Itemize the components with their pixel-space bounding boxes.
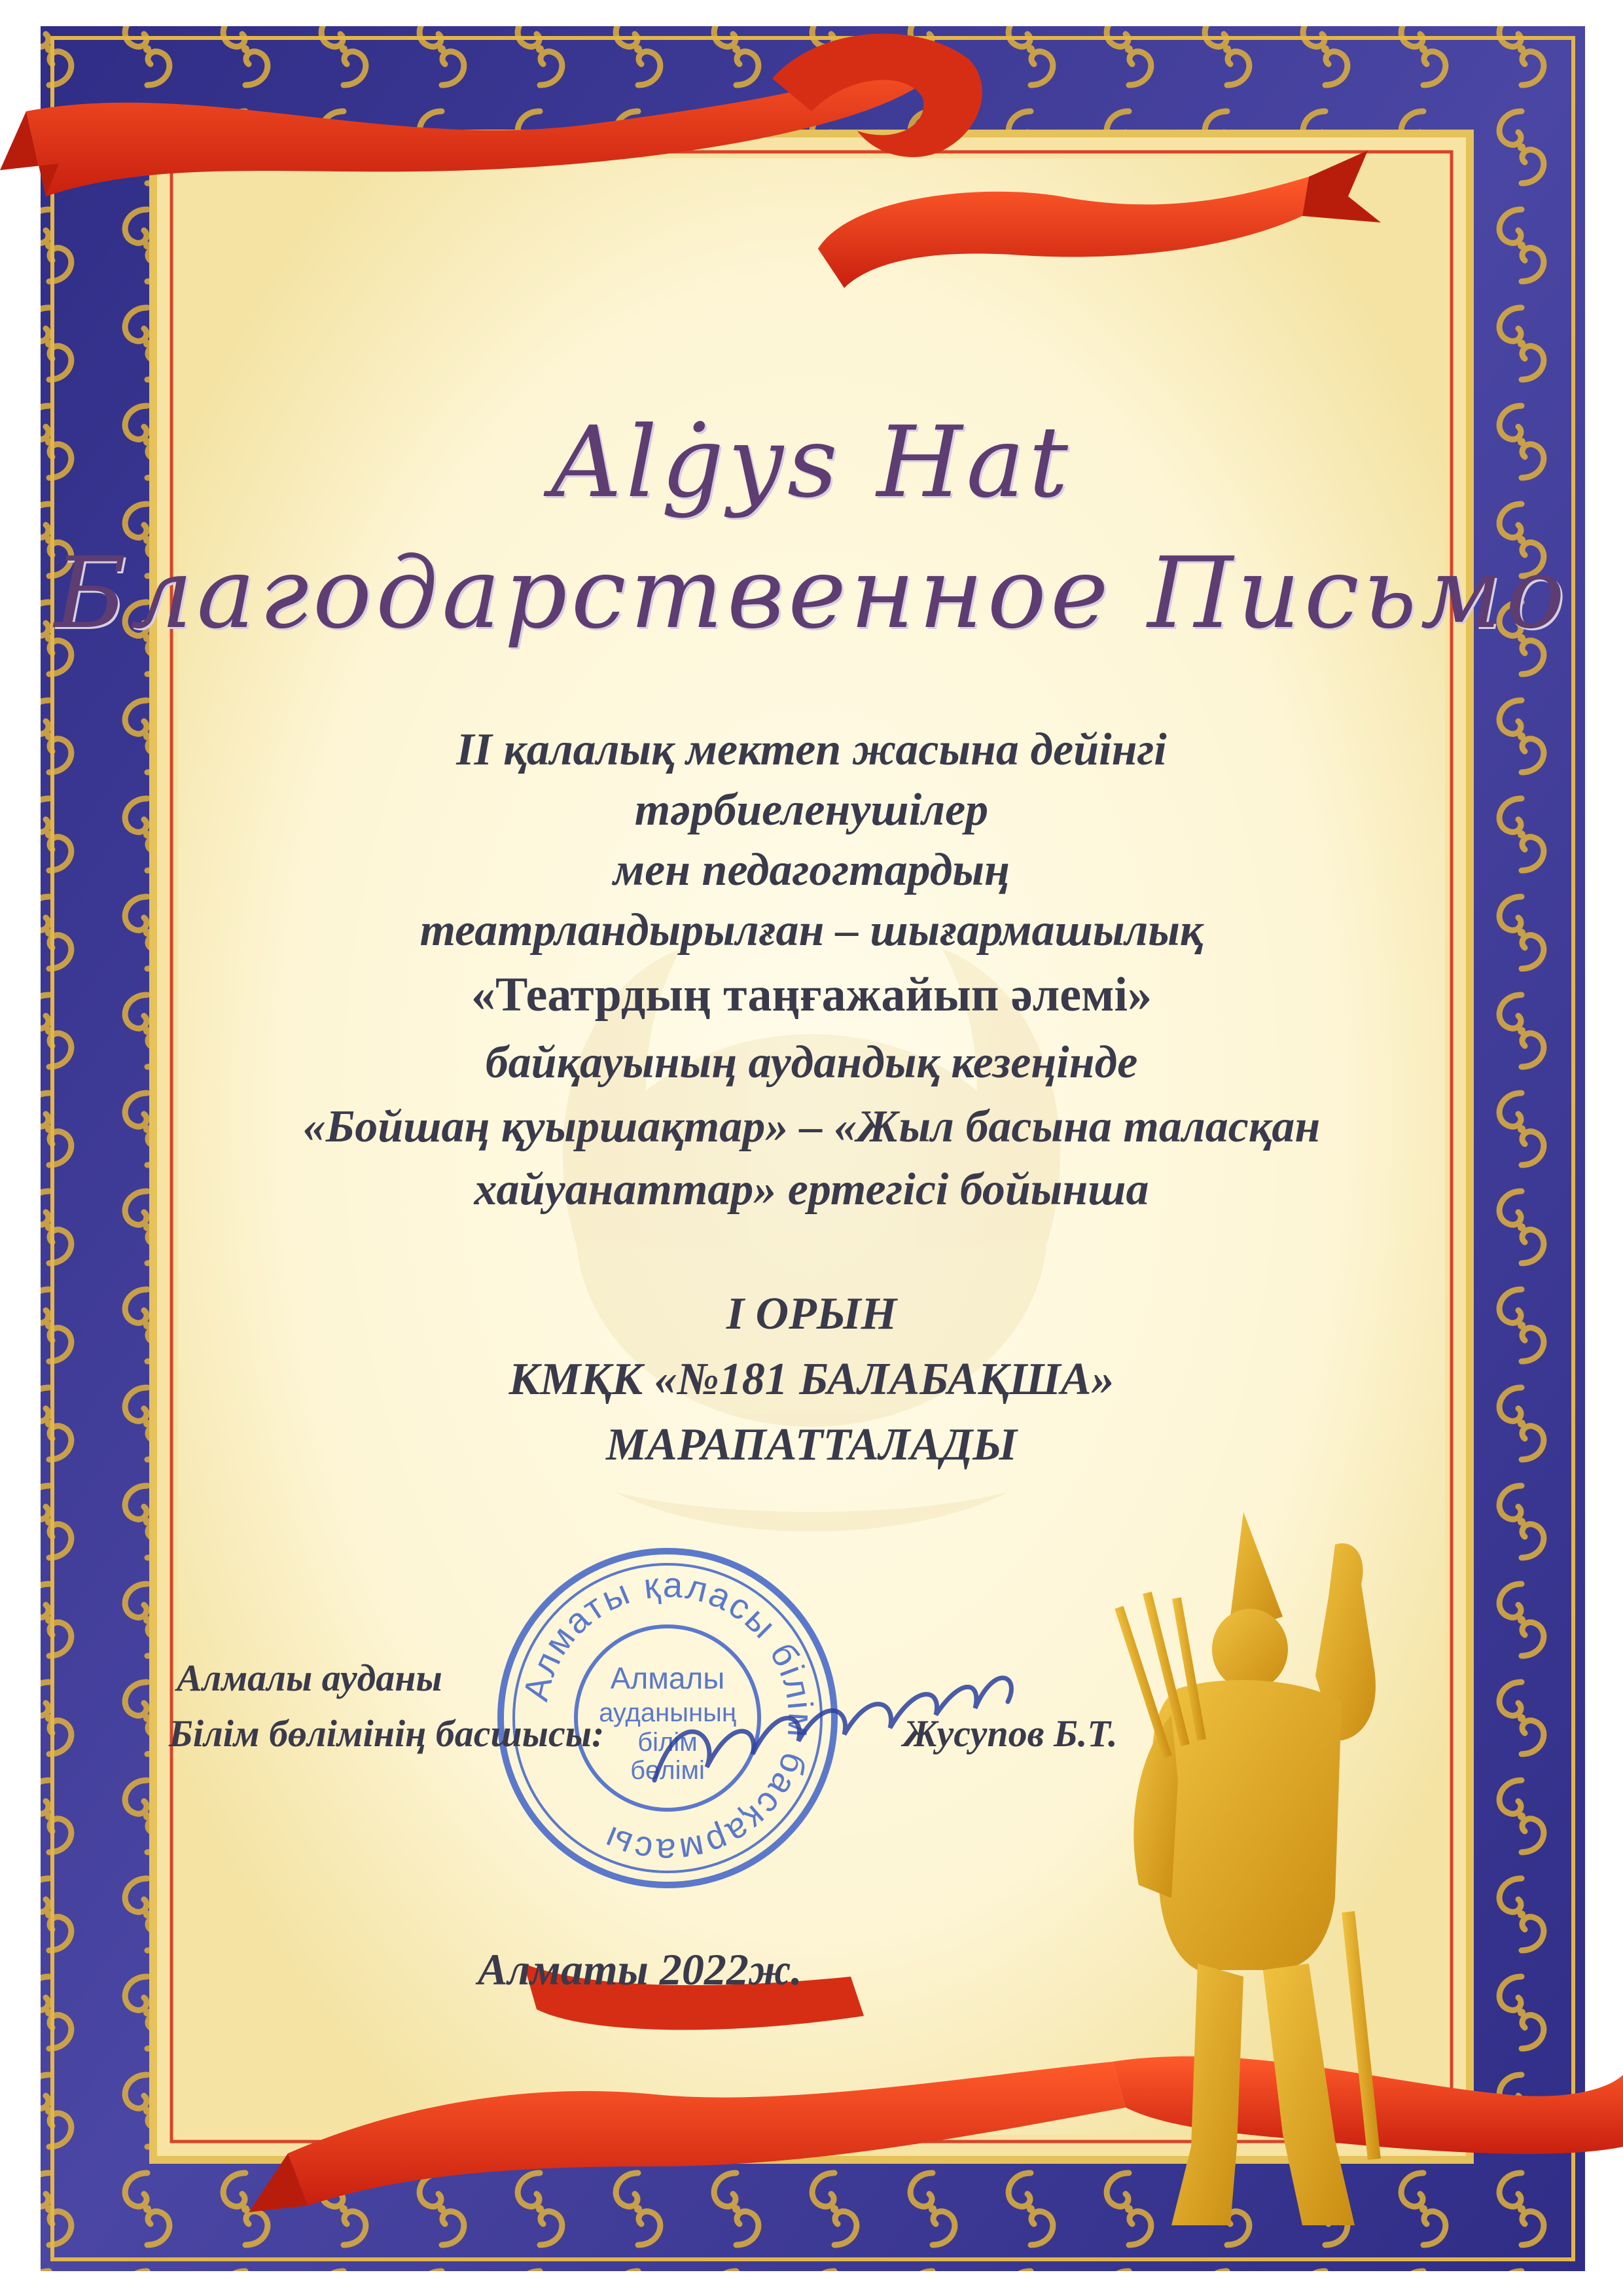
stamp-inner-line4: бөлімі [630,1756,705,1785]
place-and-date: Алматы 2022ж. [478,1945,802,1994]
body-line-3: мен педагогтардың [613,845,1010,895]
signatory-dept-line1: Алмалы ауданы [177,1657,442,1699]
stamp-inner-line3: білім [637,1728,698,1757]
body-line-contest-name: «Театрдың таңғажайып әлемі» [471,968,1152,1022]
body-line-6: байқауының аудандық кезеңінде [485,1037,1138,1088]
title-russian: Благодарственное Письмо [54,537,1569,651]
body-line-8: хайуанаттар» ертегісі бойынша [474,1164,1149,1215]
stamp-inner-line1: Алмалы [610,1661,725,1695]
stamp-outer-text: Алматы қаласы білім басқармасы [516,1565,821,1871]
award-recipient: КМҚК «№181 БАЛАБАҚША» [508,1354,1115,1405]
title-latin: Alġys Hat [550,406,1073,520]
signatory-dept-line2: Білім бөлімінің басшысы: [169,1712,605,1755]
award-verb: МАРАПАТТАЛАДЫ [605,1420,1018,1470]
award-place: І ОРЫН [726,1289,897,1339]
body-line-7: «Бойшаң қуыршақтар» – «Жыл басына таласқан [302,1102,1321,1152]
body-line-2: тәрбиеленушілер [634,785,989,835]
stamp-inner-line2: ауданының [599,1698,736,1727]
body-line-1: II қалалық мектеп жасына дейінгі [456,725,1167,775]
body-line-4: театрландырылған – шығармашылық [419,905,1204,956]
signatory-name: Жусупов Б.Т. [903,1712,1118,1755]
